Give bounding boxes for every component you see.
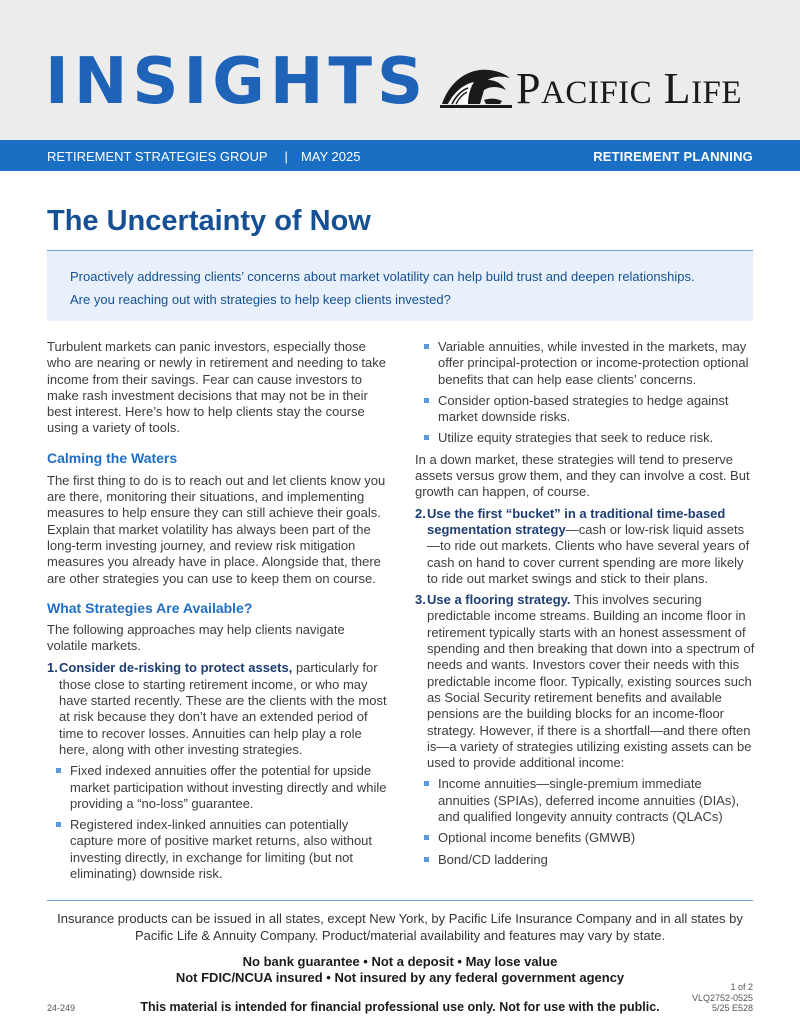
- heading-strategies: What Strategies Are Available?: [47, 599, 253, 616]
- callout-box: [47, 251, 753, 321]
- bullet-square-icon: [424, 857, 429, 862]
- list-item: Consider option-based strategies to hedge against market downside risks.: [415, 393, 755, 426]
- page-info: [692, 982, 753, 1014]
- numbered-item-1: 1. Consider de-risking to protect assets, particularly for those close to starting retirement income, or who may have started recently. These are the clients with the most at risk because they don’t have an extended period of time to recover losses. Annuities can help play a role here, along with other investing strategies.: [47, 660, 387, 757]
- bullet-square-icon: [424, 435, 429, 440]
- pacific-life-logo: [440, 64, 756, 114]
- whale-logo-icon: [440, 64, 512, 108]
- document-code: 24-249: [47, 1003, 76, 1013]
- list-item: Registered index-linked annuities can potentially capture more of positive market returns, also without investing directly, in exchange for limiting (but not eliminating) downside risk.: [47, 817, 387, 882]
- paragraph-calming: The first thing to do is to reach out and let clients know you are there, monitoring their situations, and implementing measures to help ensure they can still achieve their goals. Explain that market volatility has always been part of the long-term investing journey, and review risk mitigation measures you already have in place. Alongside that, there are other strategies you can use to keep them on course.: [47, 472, 386, 586]
- category-label: RETIREMENT PLANNING: [593, 149, 753, 164]
- form-number: VLQ2752-0525: [691, 992, 753, 1003]
- bullet-square-icon: [56, 822, 61, 827]
- form-date: 5/25 E528: [711, 1003, 753, 1013]
- heading-calming-the-waters: Calming the Waters: [47, 449, 178, 466]
- list-item: Variable annuities, while invested in the markets, may offer principal-protection or income-protection optional benefits that can help ease clients’ concerns.: [415, 339, 755, 388]
- bullet-square-icon: [56, 768, 61, 773]
- numbered-item-3: 3. Use a flooring strategy. This involves securing predictable income streams. Building an income floor in retirement typically starts with an honest assessment of spending and then breaking that down into a spectrum of needs and wants. Investors cover their needs with this predictable income floor. Typically, existing sources such as Social Security retirement benefits and available pensions are the building blocks for an income-floor strategy. However, if there is a shortfall—and there often is—a variety of strategies utilizing existing assets can be used to provide additional income:: [415, 592, 755, 771]
- list-item: Optional income benefits (GMWB): [415, 830, 755, 846]
- list-item: Utilize equity strategies that seek to reduce risk.: [415, 430, 755, 446]
- no-bank-guarantee: No bank guarantee • Not a deposit • May lose value Not FDIC/NCUA insured • Not insured by any federal government agency: [175, 954, 625, 985]
- right-column: [415, 339, 755, 868]
- masthead: [0, 0, 800, 140]
- publication-title: INSIGHTS: [45, 45, 429, 119]
- bullet-square-icon: [424, 344, 429, 349]
- logo-wordmark: PACIFIC LIFE: [516, 64, 743, 113]
- article-title: The Uncertainty of Now: [47, 205, 371, 237]
- bullet-list-income: [415, 776, 755, 867]
- group-name: RETIREMENT STRATEGIES GROUP: [47, 149, 268, 164]
- callout-text: Proactively addressing clients’ concerns about market volatility can help build trust and deepen relationships. Are you reaching out with strategies to help keep clients invested?: [70, 269, 695, 307]
- issue-date: MAY 2025: [300, 149, 361, 164]
- paragraph-down-market: In a down market, these strategies will tend to preserve assets versus grow them, and they can involve a cost. But growth can happen, of course.: [415, 451, 750, 500]
- bullet-square-icon: [424, 835, 429, 840]
- section-bar: [0, 140, 800, 171]
- numbered-item-2: 2. Use the first “bucket” in a traditional time-based segmentation strategy—cash or low-risk liquid assets—to ride out markets. Clients who have several years of cash on hand to cover current spending are more likely to ride out market swings and stick to their plans.: [415, 505, 750, 586]
- left-column: [47, 339, 387, 882]
- list-item: Income annuities—single-premium immediate annuities (SPIAs), deferred income annuities (DIAs), and qualified longevity annuity contracts (QLACs): [415, 776, 755, 825]
- footer-divider: [47, 900, 753, 901]
- professional-use-notice: This material is intended for financial professional use only. Not for use with the public.: [140, 1000, 660, 1014]
- intro-paragraph: Turbulent markets can panic investors, especially those who are nearing or newly in retirement and needing to take income from their savings. Fear can cause investors to make rash investment decisions that may not be in their best interest. Here’s how to help clients stay the course using a variety of tools.: [47, 339, 386, 436]
- bullet-list-annuities: [47, 763, 387, 882]
- page-number: 1 of 2: [730, 982, 753, 992]
- bullet-square-icon: [424, 781, 429, 786]
- separator: |: [284, 149, 288, 164]
- paragraph-approaches: The following approaches may help clients navigate volatile markets.: [47, 621, 345, 654]
- list-item: Bond/CD laddering: [415, 852, 755, 868]
- bullet-square-icon: [424, 398, 429, 403]
- footer-disclaimer: Insurance products can be issued in all states, except New York, by Pacific Life Insurance Company and in all states by Pacific Life & Annuity Company. Product/material availability and features may vary by state.: [57, 911, 743, 943]
- issue-info: [47, 149, 360, 164]
- list-item: Fixed indexed annuities offer the potential for upside market participation without investing directly and while providing a “no-loss” guarantee.: [47, 763, 387, 812]
- bullet-list-strategies: [415, 339, 755, 447]
